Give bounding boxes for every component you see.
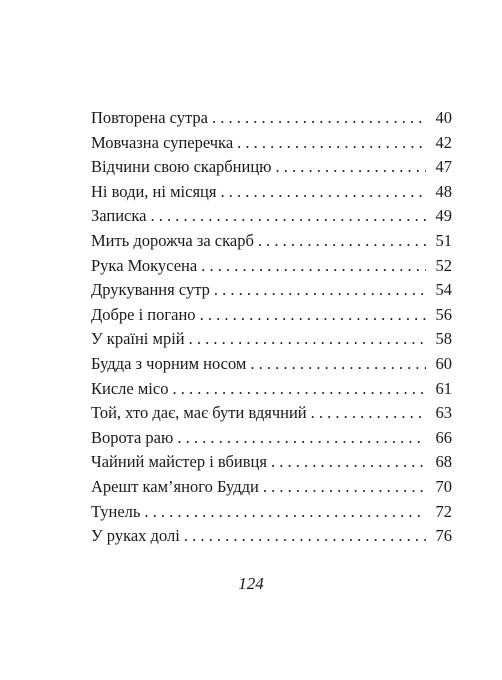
- table-of-contents: [91, 106, 452, 549]
- dot-leader: [258, 229, 426, 254]
- toc-entry: [91, 254, 452, 279]
- toc-entry-title: Ні води, ні місяця: [91, 181, 217, 201]
- toc-entry-page: 54: [435, 280, 452, 300]
- dot-leader: [177, 426, 426, 451]
- toc-entry-title: Той, хто дає, має бути вдячний: [91, 403, 307, 423]
- dot-leader: [275, 155, 426, 180]
- toc-entry: [91, 106, 452, 131]
- toc-entry-title: Записка: [91, 206, 147, 226]
- toc-entry-title: У руках долі: [91, 526, 180, 546]
- dot-leader: [144, 500, 426, 525]
- toc-entry-title: Арешт кам’яного Будди: [91, 476, 259, 496]
- dot-leader: [200, 303, 426, 328]
- dot-leader: [189, 327, 426, 352]
- toc-entry-page: 60: [435, 353, 452, 373]
- dot-leader: [212, 106, 426, 131]
- toc-entry: [91, 401, 452, 426]
- toc-entry-title: Відчини свою скарбницю: [91, 157, 272, 177]
- page-number: 124: [238, 574, 264, 593]
- toc-entry-page: 51: [435, 230, 452, 250]
- toc-entry: [91, 475, 452, 500]
- toc-entry-page: 52: [435, 255, 452, 275]
- dot-leader: [263, 475, 426, 500]
- toc-entry-title: Мить дорожча за скарб: [91, 230, 254, 250]
- toc-entry: [91, 426, 452, 451]
- toc-entry-title: У країні мрій: [91, 329, 185, 349]
- toc-entry-title: Будда з чорним носом: [91, 353, 247, 373]
- dot-leader: [201, 254, 426, 279]
- toc-entry-title: Рука Мокусена: [91, 255, 198, 275]
- dot-leader: [184, 524, 426, 549]
- toc-entry: [91, 303, 452, 328]
- toc-entry-page: 72: [435, 501, 452, 521]
- dot-leader: [271, 450, 426, 475]
- dot-leader: [214, 278, 426, 303]
- toc-entry-title: Добре і погано: [91, 304, 196, 324]
- toc-entry: [91, 524, 452, 549]
- toc-entry: [91, 204, 452, 229]
- toc-entry-title: Чайний майстер і вбивця: [91, 452, 267, 472]
- toc-entry-title: Тунель: [91, 501, 141, 521]
- toc-entry-page: 49: [435, 206, 452, 226]
- toc-entry: [91, 180, 452, 205]
- toc-entry: [91, 352, 452, 377]
- dot-leader: [237, 131, 426, 156]
- toc-entry-title: Мовчазна суперечка: [91, 132, 234, 152]
- dot-leader: [150, 204, 426, 229]
- toc-entry: [91, 131, 452, 156]
- toc-entry-page: 66: [435, 427, 452, 447]
- toc-entry-page: 68: [435, 452, 452, 472]
- toc-entry-page: 70: [435, 476, 452, 496]
- toc-entry: [91, 500, 452, 525]
- toc-entry-title: Повторена сутра: [91, 108, 208, 127]
- dot-leader: [250, 352, 426, 377]
- toc-entry-page: 76: [435, 526, 452, 546]
- toc-entry-title: Ворота раю: [91, 427, 174, 447]
- toc-entry: [91, 278, 452, 303]
- toc-entry-page: 40: [435, 108, 452, 127]
- dot-leader: [172, 377, 426, 402]
- toc-entry-title: Кисле місо: [91, 378, 169, 398]
- toc-entry: [91, 450, 452, 475]
- toc-entry: [91, 377, 452, 402]
- toc-entry: [91, 155, 452, 180]
- toc-entry-title: Друкування сутр: [91, 280, 210, 300]
- toc-entry: [91, 327, 452, 352]
- toc-entry-page: 42: [435, 132, 452, 152]
- toc-entry-page: 47: [435, 157, 452, 177]
- toc-entry-page: 48: [435, 181, 452, 201]
- toc-entry-page: 63: [435, 403, 452, 423]
- dot-leader: [220, 180, 426, 205]
- toc-entry: [91, 229, 452, 254]
- toc-entry-page: 58: [435, 329, 452, 349]
- dot-leader: [311, 401, 426, 426]
- toc-entry-page: 56: [435, 304, 452, 324]
- toc-entry-page: 61: [435, 378, 452, 398]
